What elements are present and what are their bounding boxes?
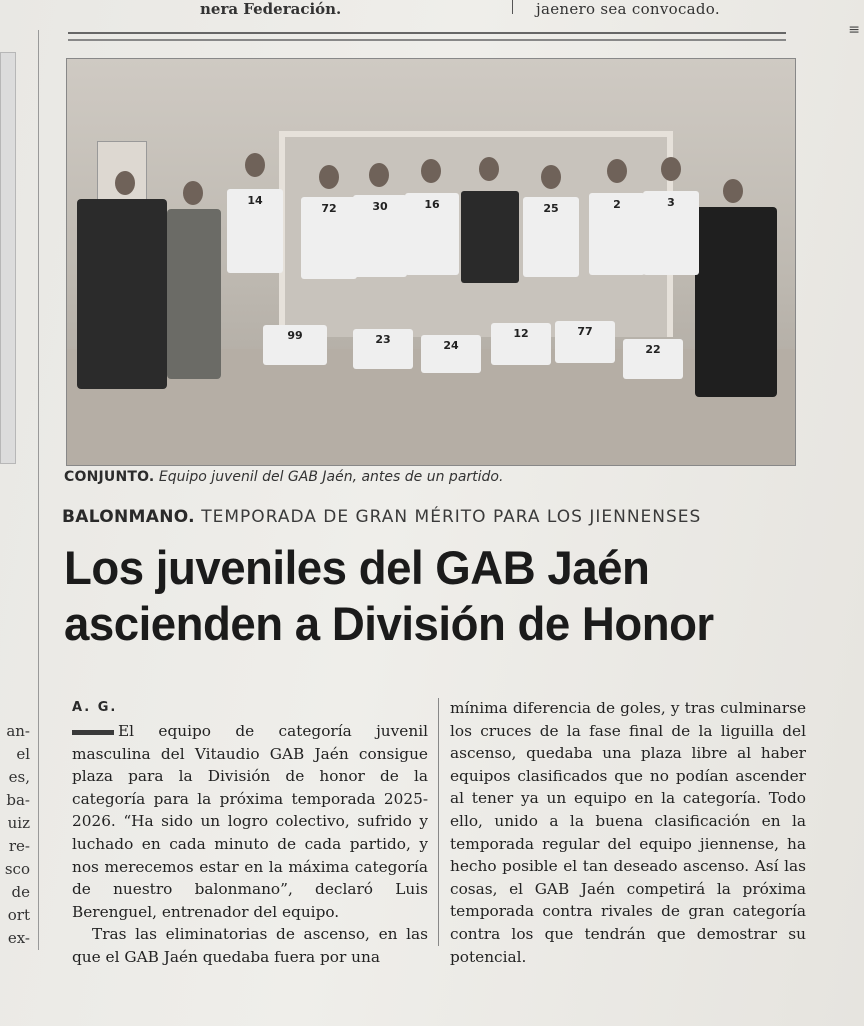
fragment: re- [8, 837, 30, 855]
goalkeeper-jersey [461, 191, 519, 283]
caption-text: Equipo juvenil del GAB Jaén, antes de un partido. [158, 469, 504, 485]
fragment: uiz [7, 814, 30, 832]
headline-line: Los juveniles del GAB Jaén [64, 541, 650, 594]
seated-player-jersey: 99 [263, 325, 327, 365]
adjacent-column-text [0, 720, 30, 950]
section-label: BALONMANO. [62, 507, 195, 527]
body-paragraph [72, 720, 428, 923]
fragment: ba- [6, 791, 30, 809]
player-jersey: 25 [523, 197, 579, 277]
player-jersey: 3 [643, 191, 699, 275]
caption-label: CONJUNTO. [64, 469, 155, 485]
fragment: es, [8, 768, 30, 786]
header-double-rule [68, 32, 786, 41]
body-paragraph-continued [450, 697, 806, 968]
column-rule [438, 698, 439, 946]
fragment: sco [4, 860, 30, 878]
head [421, 159, 441, 183]
seated-player-jersey: 22 [623, 339, 683, 379]
seated-player-jersey: 24 [421, 335, 481, 373]
photo-caption [64, 469, 503, 485]
head [115, 171, 135, 195]
seated-player-jersey: 23 [353, 329, 413, 369]
player-jersey: 30 [353, 195, 407, 277]
lead-dash [72, 730, 114, 735]
seated-player-jersey: 12 [491, 323, 551, 365]
player-jersey: 72 [301, 197, 357, 279]
paragraph-text: mínima diferencia de goles, y tras culminarse los cruces de la fase final de la liguilla del ascenso, quedaba una plaza libre al haber equipos clasificados que no podían ascender al tener ya un equipo en la categoría. Todo ello, unido a la buena clasificación en la temporada regular del equipo jiennense, ha hecho posible el tan deseado ascenso. Así las cosas, el GAB Jaén competirá la próxima temporada contra rivales de gran categoría contra los que tendrán que demostrar su potencial. [450, 699, 806, 966]
team-photo [66, 58, 796, 466]
previous-article-fragment: nera Federación. [200, 0, 342, 18]
headline [64, 540, 762, 652]
body-column-1 [72, 720, 428, 969]
player-jersey: 14 [227, 189, 283, 273]
fragment: ort [7, 906, 30, 924]
fragment: ex- [7, 929, 30, 947]
head [723, 179, 743, 203]
paragraph-text: Tras las eliminatorias de ascenso, en las que el GAB Jaén quedaba fuera por una [72, 925, 428, 966]
fragment: an- [6, 722, 30, 740]
body-column-2 [450, 697, 806, 968]
head [183, 181, 203, 205]
kicker-text: TEMPORADA DE GRAN MÉRITO PARA LOS JIENNENSES [201, 507, 702, 527]
fragment: de [11, 883, 30, 901]
head [607, 159, 627, 183]
head [541, 165, 561, 189]
head [479, 157, 499, 181]
staff-figure [167, 209, 221, 379]
head [369, 163, 389, 187]
seated-player-jersey: 77 [555, 321, 615, 363]
paragraph-text: El equipo de categoría juvenil masculina del Vitaudio GAB Jaén consigue plaza para la División de honor de la categoría para la próxima temporada 2025-2026. “Ha sido un logro colectivo, sufrido y luchado en cada minuto de cada partido, y nos merecemos estar en la máxima categoría de nuestro balonmano”, declaró Luis Berenguel, entrenador del equipo. [72, 722, 428, 921]
head [245, 153, 265, 177]
coach-figure [695, 207, 777, 397]
coach-figure [77, 199, 167, 389]
adjacent-page-photo [0, 52, 16, 464]
byline: A. G. [72, 700, 118, 715]
left-column-rule [38, 30, 39, 950]
player-jersey: 16 [405, 193, 459, 275]
menu-icon: ≡ [848, 22, 860, 38]
previous-article-fragment-right: jaenero sea convocado. [536, 0, 720, 18]
kicker [62, 507, 701, 527]
body-paragraph [72, 923, 428, 968]
column-divider [512, 0, 513, 14]
headline-line: ascienden a División de Honor [64, 597, 714, 650]
head [319, 165, 339, 189]
fragment: el [16, 745, 30, 763]
head [661, 157, 681, 181]
player-jersey: 2 [589, 193, 645, 275]
